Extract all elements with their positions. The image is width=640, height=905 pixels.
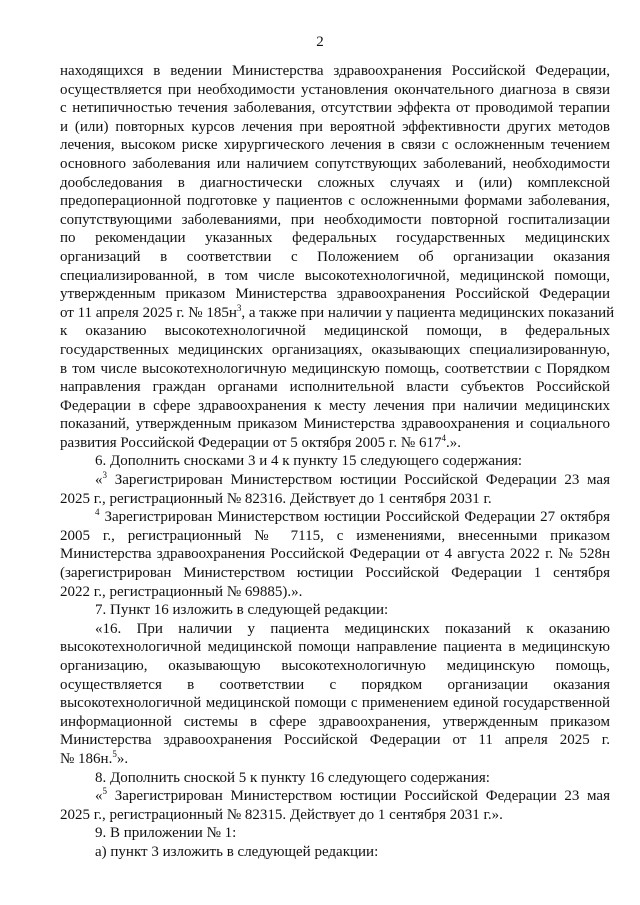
text-line: лечения, высоком риске хирургического лечения в связи с осложненным течением xyxy=(60,137,610,154)
paragraph xyxy=(60,824,610,843)
footnote-ref: 5 xyxy=(102,786,107,797)
text-line: 2025 г., регистрационный № 82316. Действует до 1 сентября 2031 г. xyxy=(60,490,492,507)
footnote-ref: 4 xyxy=(95,507,100,518)
paragraph xyxy=(60,620,610,769)
paragraph xyxy=(60,601,610,620)
text-line: № 186н.$^5$». xyxy=(60,748,129,767)
text-line: направления граждан органами исполнительной власти субъектов Российской xyxy=(60,379,610,396)
footnote-ref: 5 xyxy=(112,748,117,759)
text-line: развития Российской Федерации от 5 октября 2005 г. № $617^4$.». xyxy=(60,432,461,451)
paragraph xyxy=(60,508,610,601)
paragraph xyxy=(60,843,610,862)
text-line: к оказанию высокотехнологичной медицинской помощи, в федеральных xyxy=(60,323,610,340)
text-line: показаний, утвержденным приказом Министерства здравоохранения и социального xyxy=(60,416,610,433)
paragraph xyxy=(60,769,610,788)
paragraph xyxy=(60,471,610,508)
text-line: 6. Дополнить сносками 3 и 4 к пункту 15 следующего содержания: xyxy=(95,453,523,470)
text-line: и (или) повторных курсов лечения при вероятной эффективности других методов xyxy=(60,118,610,135)
text-line: по рекомендации указанных федеральных государственных медицинских xyxy=(60,230,610,247)
text-line: сопутствующими заболеваниями, при необходимости повторной госпитализации xyxy=(60,211,610,228)
footnote-ref: 3 xyxy=(236,302,242,313)
paragraph xyxy=(60,62,615,452)
text-line: 9. В приложении № 1: xyxy=(95,825,237,842)
text-line: $^4$ Зарегистрирован Министерством юстиции Российской Федерации 27 октября xyxy=(95,507,610,526)
text-line: 2005 г., регистрационный № 7115, с изменениями, внесенными приказом xyxy=(60,527,610,544)
text-line: находящихся в ведении Министерства здравоохранения Российской Федерации, xyxy=(60,63,610,79)
text-line: организацию, оказывающую высокотехнологичную медицинскую помощь, xyxy=(60,658,610,674)
text-line: Федерации в сфере здравоохранения к месту лечения при наличии медицинских xyxy=(60,397,610,414)
text-line: (зарегистрирован Министерством юстиции Российской Федерации 1 сентября xyxy=(60,565,610,582)
text-line: осуществляется при необходимости установления окончательного диагноза в связи xyxy=(60,81,610,98)
text-line: дообследования в диагностически сложных случаях и (или) комплексной xyxy=(60,174,610,191)
footnote-ref: 4 xyxy=(441,432,446,443)
text-line: с нетипичностью течения заболевания, отсутствии эффекта от проводимой терапии xyxy=(60,100,610,117)
text-line: 2022 г., регистрационный № 69885).». xyxy=(60,583,303,600)
text-line: Министерства здравоохранения Российской Федерации от 4 августа 2022 г. № 528н xyxy=(60,546,610,563)
document-body xyxy=(60,62,615,862)
text-line: «16. При наличии у пациента медицинских показаний к оказанию xyxy=(95,620,610,637)
paragraph xyxy=(60,787,610,824)
text-line: организаций в соответствии с Положением об организации оказания xyxy=(60,248,610,265)
text-line: Министерства здравоохранения Российской Федерации от 11 апреля 2025 г. xyxy=(60,732,610,749)
text-line: предоперационной подготовке у пациентов с осложненными формами заболевания, xyxy=(60,193,610,210)
text-line: осуществляется в соответствии с порядком организации оказания xyxy=(60,676,610,693)
text-line: а) пункт 3 изложить в следующей редакции: xyxy=(95,843,379,860)
page-number: 2 xyxy=(316,34,324,50)
text-line: в том числе высокотехнологичную медицинскую помощь, соответствии с Порядком xyxy=(60,360,610,377)
text-line: основного заболевания или наличием сопутствующих заболеваний, необходимости xyxy=(60,155,610,172)
text-line: государственных медицинских организациях, оказывающих специализированную, xyxy=(60,341,610,358)
footnote-ref: 3 xyxy=(102,470,107,481)
text-line: высокотехнологичной медицинской помощи с применением единой государственной xyxy=(60,695,610,712)
text-line: 8. Дополнить сноской 5 к пункту 16 следующего содержания: xyxy=(95,769,490,786)
text-line: специализированной, в том числе высокотехнологичной, медицинской помощи, xyxy=(60,267,610,284)
text-line: 2025 г., регистрационный № 82315. Действует до 1 сентября 2031 г.». xyxy=(60,806,503,823)
text-line: «$^5$ Зарегистрирован Министерством юстиции Российской Федерации 23 мая xyxy=(95,786,610,805)
text-line: «$^3$ Зарегистрирован Министерством юстиции Российской Федерации 23 мая xyxy=(95,470,610,489)
paragraph xyxy=(60,452,610,471)
text-line: информационной системы в сфере здравоохранения, утвержденным приказом xyxy=(60,713,610,730)
text-line: утвержденным приказом Министерства здравоохранения Российской Федерации xyxy=(60,286,610,303)
text-line: от 11 апреля 2025 г. № $185н^3$, а также при наличии у пациента медицинских показаний xyxy=(60,302,615,321)
text-line: высокотехнологичной медицинской помощи направление пациента в медицинскую xyxy=(60,639,610,656)
text-line: 7. Пункт 16 изложить в следующей редакции: xyxy=(95,602,389,619)
